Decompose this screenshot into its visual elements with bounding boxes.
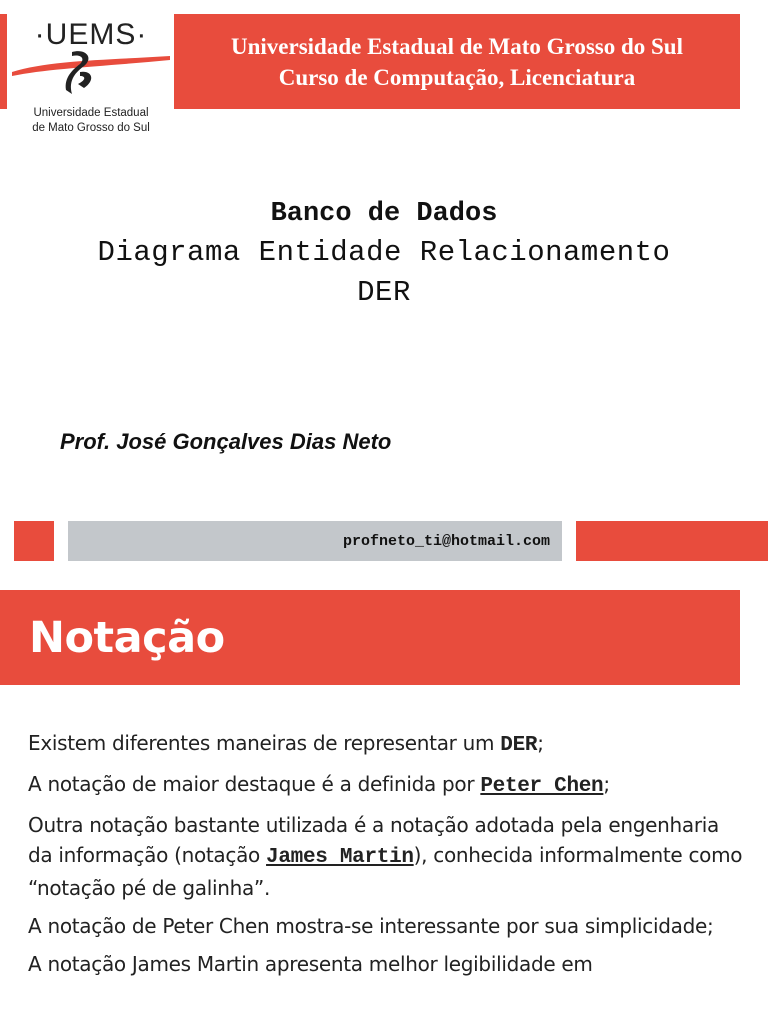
logo-wordmark: ·UEMS·	[34, 18, 148, 51]
slide-title	[0, 195, 768, 313]
logo-subtitle-line1: Universidade Estadual	[33, 107, 149, 119]
topic-acronym: DER	[357, 276, 411, 309]
bullet-text: Existem diferentes maneiras de representar um	[28, 731, 501, 755]
footer-accent-square	[14, 521, 54, 561]
footer-email-bar	[68, 521, 562, 561]
section-heading	[0, 590, 740, 685]
uems-logo	[10, 8, 172, 138]
code-term-underlined: James Martin	[266, 846, 414, 869]
bullet-text: ;	[537, 731, 544, 755]
header-line2: Curso de Computação, Licenciatura	[278, 64, 636, 90]
course-title: Banco de Dados	[270, 199, 498, 229]
header-line1: Universidade Estadual de Mato Grosso do Sul	[231, 33, 683, 59]
footer-accent-bar	[576, 521, 768, 561]
code-term-underlined: Peter Chen	[480, 775, 604, 798]
list-item	[28, 810, 748, 903]
topic-title: Diagrama Entidade Relacionamento	[97, 236, 671, 269]
heading-text: Notação	[29, 612, 225, 663]
code-term: DER	[500, 734, 538, 757]
bullet-text: ), conhecida informalmente como “notação pé de galinha”.	[28, 843, 743, 900]
left-accent-bar	[0, 14, 7, 109]
logo-subtitle-line2: de Mato Grosso do Sul	[32, 122, 150, 134]
email-address: profneto_ti@hotmail.com	[342, 532, 550, 550]
bullet-text: ;	[603, 772, 610, 796]
bullet-text: A notação de maior destaque é a definida por	[28, 772, 481, 796]
professor-name: Prof. José Gonçalves Dias Neto	[60, 429, 392, 454]
bullet-text: Outra notação bastante utilizada é a notação adotada pela engenharia da informação (notação	[28, 813, 719, 867]
bullet-list	[28, 728, 748, 987]
list-item: A notação James Martin apresenta melhor legibilidade em	[28, 952, 593, 976]
list-item: A notação de Peter Chen mostra-se interessante por sua simplicidade;	[28, 914, 714, 938]
list-item	[28, 769, 748, 802]
university-header	[174, 14, 740, 109]
list-item	[28, 728, 748, 761]
